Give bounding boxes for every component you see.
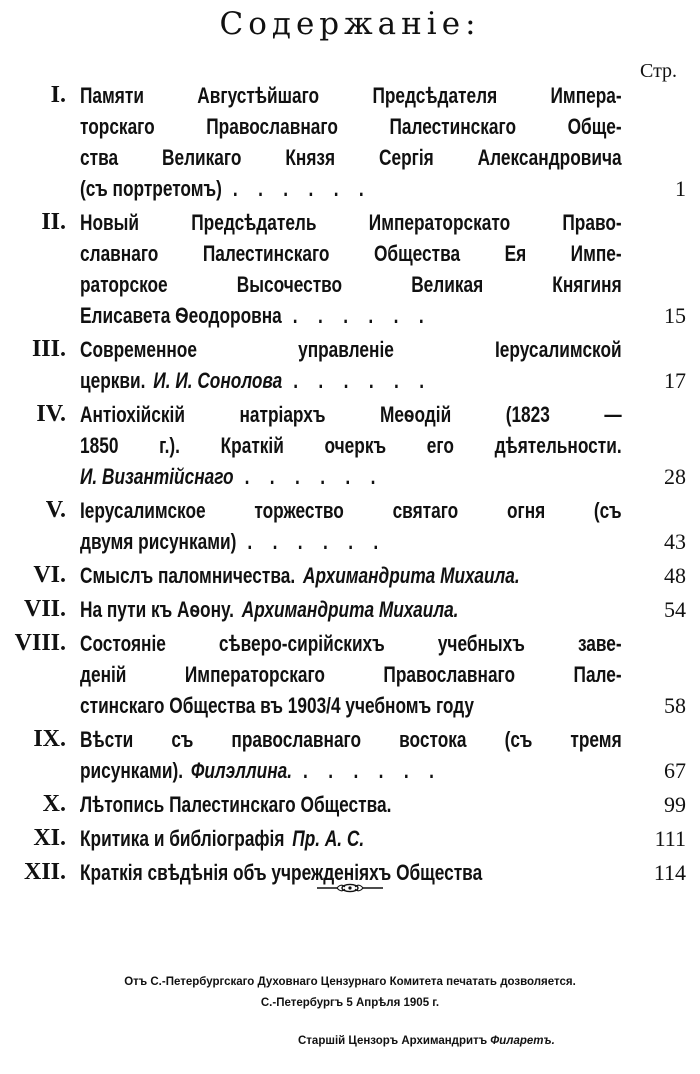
toc-entry-line-text: Современное управленіе Іерусалимской [80, 337, 622, 362]
toc-entry-text [80, 207, 630, 331]
toc-entry-line [80, 300, 630, 331]
toc-entry-line-text: Антіохійскій натріархъ Меѳодій (1823 — [80, 402, 622, 427]
toc-entry-line-text: стинскаго Общества въ 1903/4 учебномъ году [80, 693, 475, 718]
toc-entry-line [80, 690, 630, 721]
page-title: Содержаніе: [219, 6, 481, 42]
toc-entry-author: Архимандрита Михаила. [241, 597, 459, 622]
toc-entry-line-text: славнаго Палестинскаго Общества Ея Импе- [80, 241, 622, 266]
censor-line-1: Отъ С.-Петербургскаго Духовнаго Цензурнаго Комитета печатать дозволяется. [124, 976, 576, 988]
toc-entry-number: VII. [23, 596, 66, 622]
toc-entry-page: 28 [664, 464, 686, 489]
toc-entry [0, 495, 700, 557]
toc-entry-line [80, 334, 622, 365]
toc-entry-line [80, 659, 622, 690]
toc-entry-number: X. [42, 791, 66, 817]
dot-leader: ...... [247, 529, 399, 554]
toc-entry-line-text: Памяти Августѣйшаго Предсѣдателя Импера- [80, 83, 622, 108]
toc-entry-number: IV. [36, 401, 66, 427]
toc-entry-line [80, 495, 622, 526]
toc-entry-line [80, 80, 622, 111]
toc-entry-page: 99 [664, 792, 686, 817]
toc-entry-line-text: торскаго Православнаго Палестинскаго Обще- [80, 114, 622, 139]
toc-entry-text [80, 80, 630, 204]
toc-entry-author: Пр. А. С. [292, 826, 365, 851]
toc-entry-line [80, 142, 622, 173]
toc-entry-line-text: Критика и библіографія [80, 826, 285, 851]
toc-entry-line [80, 111, 622, 142]
toc-entry-author: И. И. Сонолова [153, 368, 283, 393]
toc-entry-number: V. [45, 497, 66, 523]
signoff-prefix: Старшій Цензоръ Архимандритъ [298, 1035, 488, 1047]
toc-entry-line-text: ства Великаго Князя Сергія Александровича [80, 145, 622, 170]
toc-entry-text [80, 628, 630, 721]
toc-entry-line-text: двумя рисунками) [80, 529, 237, 554]
toc-entry-line [80, 594, 630, 625]
toc-entry-text [80, 594, 630, 625]
toc-entry-line [80, 365, 630, 396]
toc-entry-number: VI. [33, 562, 66, 588]
toc-entry-text [80, 495, 630, 557]
toc-entry [0, 560, 700, 591]
dot-leader: ...... [303, 758, 455, 783]
toc-entry-line-text: Лѣтопись Палестинскаго Общества. [80, 792, 392, 817]
toc-entry-line [80, 238, 622, 269]
toc-entry-line-text: Вѣсти съ православнаго востока (съ тремя [80, 727, 622, 752]
toc-entry-text [80, 724, 630, 786]
toc-entry-author: Архимандрита Михаила. [303, 563, 520, 588]
toc-entry [0, 207, 700, 331]
toc-entry-line-text: Состояніе сѣверо-сирійскихъ учебныхъ заве- [80, 631, 622, 656]
toc-entry [0, 724, 700, 786]
toc-entry-text [80, 560, 630, 591]
toc-entry-page: 15 [664, 303, 686, 328]
toc-entry-line [80, 430, 622, 461]
toc-entry-line-text: деній Императорскаго Православнаго Пале- [80, 662, 622, 687]
toc-entry-line [80, 560, 630, 591]
dot-leader: ...... [293, 368, 445, 393]
toc-entry-page: 43 [664, 529, 686, 554]
signoff-name: Филаретъ. [490, 1035, 555, 1047]
censor-line-2: С.-Петербургъ 5 Апрѣля 1905 г. [260, 997, 440, 1009]
toc-entry-page: 67 [664, 758, 686, 783]
toc-entry-text [80, 399, 630, 492]
toc-entry-line [80, 269, 622, 300]
toc-entry-number: XII. [23, 859, 66, 885]
toc-entry [0, 628, 700, 721]
dot-leader: ...... [244, 464, 396, 489]
dot-leader: ...... [292, 303, 445, 328]
toc-entry-line-text: рисунками). [80, 758, 184, 783]
toc-entry-line-text: (съ портретомъ) [80, 176, 222, 201]
toc-entry-line [80, 789, 630, 820]
toc-entry-page: 111 [654, 826, 686, 851]
toc-entry-text [80, 823, 630, 854]
toc-entry-number: XI. [33, 825, 66, 851]
toc-entry-text [80, 789, 630, 820]
toc-entry-line [80, 207, 622, 238]
toc-entry-line [80, 461, 630, 492]
toc-entry-line [80, 628, 622, 659]
toc-entry-page: 1 [675, 176, 686, 201]
toc-entry-line-text: Смыслъ паломничества. [80, 563, 296, 588]
dot-leader: ...... [232, 176, 385, 201]
toc-entry-line [80, 724, 622, 755]
toc-entry-line-text: Іерусалимское торжество святаго огня (съ [80, 498, 622, 523]
toc-entry-line [80, 755, 630, 786]
toc-entry-line-text: церкви. [80, 368, 146, 393]
toc-entry-page: 54 [664, 597, 686, 622]
toc-entry-number: II. [41, 209, 66, 235]
toc-entry-page: 17 [664, 368, 686, 393]
toc-entry-line [80, 526, 630, 557]
toc-entry [0, 823, 700, 854]
ornament-divider [0, 881, 700, 900]
toc-entry-page: 48 [664, 563, 686, 588]
toc-entry-number: IX. [33, 726, 66, 752]
toc-entry-page: 114 [653, 860, 686, 885]
toc-entry-line-text: Новый Предсѣдатель Императорскато Право- [80, 210, 622, 235]
toc-entry-line-text: 1850 г.). Краткій очеркъ его дѣятельности. [80, 433, 622, 458]
toc-entry-line-text: Елисавета Ѳеодоровна [80, 303, 282, 328]
toc-entry-number: I. [50, 82, 66, 108]
toc-entry [0, 789, 700, 820]
toc-entry-line-text: раторское Высочество Великая Княгиня [80, 272, 622, 297]
toc-entry [0, 334, 700, 396]
censor-approval [0, 972, 700, 1014]
toc-entry-text [80, 334, 630, 396]
toc-entry-number: VIII. [14, 630, 66, 656]
toc-entry-author: И. Византійснаго [80, 464, 234, 489]
toc-entry-page: 58 [664, 693, 686, 718]
toc-entry-line [80, 173, 630, 204]
page-column-label: Стр. [640, 60, 678, 82]
toc-entry-line [80, 399, 622, 430]
toc-entry-line-text: На пути къ Аѳону. [80, 597, 234, 622]
censor-signoff [298, 1035, 555, 1047]
toc-entry-line [80, 823, 630, 854]
toc-entry [0, 399, 700, 492]
flourish-icon [315, 881, 385, 895]
toc-entry-line-text: Краткія свѣдѣнія объ учрежденіяхъ Общества [80, 860, 483, 885]
toc-entry [0, 594, 700, 625]
toc-entry [0, 80, 700, 204]
toc-entry-number: III. [31, 336, 66, 362]
toc-entry-author: Филэллина. [190, 758, 293, 783]
